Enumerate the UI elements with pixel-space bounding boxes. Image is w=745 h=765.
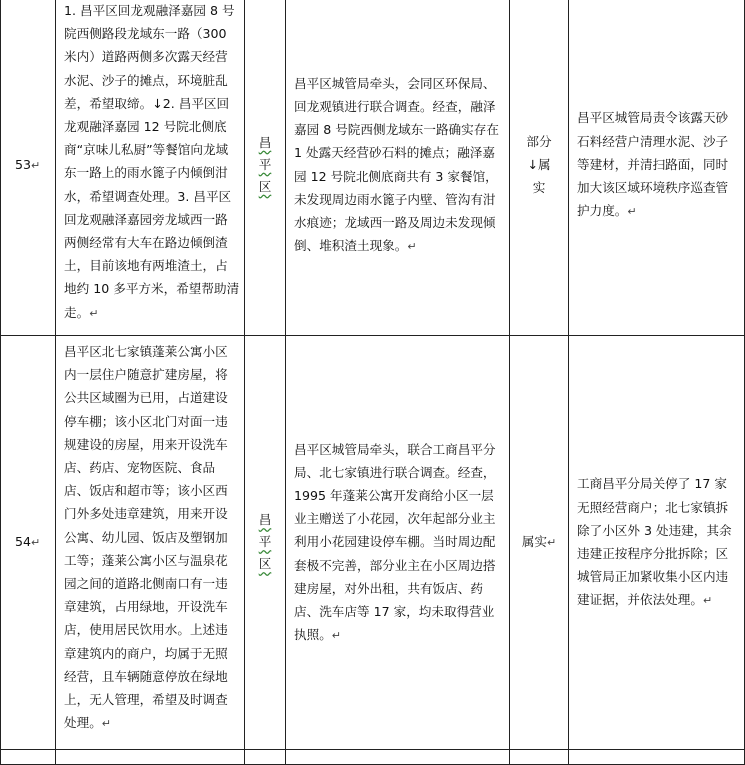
findings-cell: 昌平区城管局牵头，联合工商昌平分局、北七家镇进行联合调查。经查，1995 年蓬莱公寓开发商给小区一层业主赠送了小花园，次年起部分业主利用小花园建设停车棚。当时周边配套极不完善，部分业主在小区周边搭建房屋，对外出租，共有饭店、药店、洗车店等 17 家，均未取得营业执照。↵ <box>286 336 510 750</box>
action-cell: 昌平区城管局责令该露天砂石料经营户清理水泥、沙子等建材，并清扫路面，同时加大该区域环境秩序巡查管护力度。↵ <box>569 0 745 336</box>
issue-cell: 昌平区北七家镇蓬莱公寓小区内一层住户随意扩建房屋，将公共区域圈为已用，占道建设停车棚；该小区北门对面一违规建设的房屋，用来开设洗车店、药店、宠物医院、食品店、饭店和超市等；该小区西门外多处违章建筑，用来开设公寓、幼儿园、饭店及塑钢加工等；蓬莱公寓小区与温泉花园之间的道路北侧南口有一违章建筑，占用绿地，开设洗车店，使用居民饮用水。上述违章建筑内的商户，均属于无照经营，且车辆随意停放在绿地上，无人管理，希望及时调查处理。↵ <box>56 336 245 750</box>
table-row <box>1 0 745 336</box>
issue-cell: 1. 昌平区回龙观融泽嘉园 8 号院西侧路段龙域东一路（300 米内）道路两侧多次露天经营水泥、沙子的摊点，环境脏乱差，希望取缔。↓2. 昌平区回龙观融泽嘉园 12 号院北侧底商“京味儿私厨”等餐馆向龙域东一路上的雨水篦子内倾倒泔水，希望调查处理。3. 昌平区回龙观融泽嘉园旁龙域西一路两侧经常有大车在路边倾倒渣土，目前该地有两堆渣土，占地约 10 多平方米，希望帮助清走。↵ <box>56 0 245 336</box>
action-cell: 工商昌平分局关停了 17 家无照经营商户；北七家镇拆除了小区外 3 处违建，其余违建正按程序分批拆除；区城管局正加紧收集小区内违建证据，并依法处理。↵ <box>569 336 745 750</box>
status-cell: 属实↵ <box>510 336 569 750</box>
table-row <box>1 750 745 765</box>
row-number-cell: 54↵ <box>1 336 56 750</box>
district-cell <box>245 0 286 336</box>
district-cell <box>245 336 286 750</box>
table-row <box>1 336 745 750</box>
district-text: 昌平区 <box>258 512 272 572</box>
row-number-cell: 53↵ <box>1 0 56 336</box>
status-cell: 部分↓属实 <box>510 0 569 336</box>
district-text: 昌平区 <box>258 134 272 194</box>
findings-cell: 昌平区城管局牵头，会同区环保局、回龙观镇进行联合调查。经查，融泽嘉园 8 号院西侧龙域东一路确实存在 1 处露天经营砂石料的摊点；融泽嘉园 12 号院北侧底商共有 3 家餐馆，未发现周边雨水篦子内壁、管沟有泔水痕迹；龙域西一路及周边未发现倾倒、堆积渣土现象。↵ <box>286 0 510 336</box>
